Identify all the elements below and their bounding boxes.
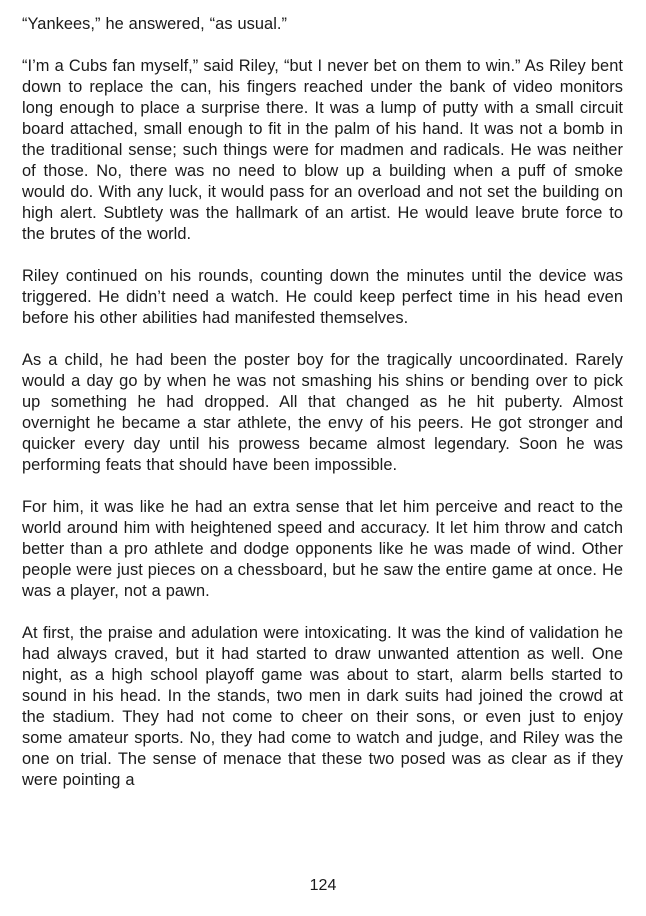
paragraph: At first, the praise and adulation were intoxicating. It was the kind of validation he had always craved, but it had started to draw unwanted attention as well. One night, as a high school playoff game was about to start, alarm bells started to sound in his head. In the stands, two men in dark suits had joined the crowd at the stadium. They had not come to cheer on their sons, or even just to enjoy some amateur sports. No, they had come to watch and judge, and Riley was the one on trial. The sense of menace that these two posed was as clear as if they were pointing a xyxy=(22,624,623,789)
paragraph: For him, it was like he had an extra sense that let him perceive and react to the world around him with heightened speed and accuracy. It let him throw and catch better than a pro athlete and dodge opponents like he was made of wind. Other people were just pieces on a chessboard, but he saw the entire game at once. He was a player, not a pawn. xyxy=(22,498,623,600)
page-body-text xyxy=(22,14,623,812)
page-number: 124 xyxy=(309,877,337,894)
paragraph: “I’m a Cubs fan myself,” said Riley, “but I never bet on them to win.” As Riley bent down to replace the can, his fingers reached under the bank of video monitors long enough to place a surprise there. It was a lump of putty with a small circuit board attached, small enough to fit in the palm of his hand. It was not a bomb in the traditional sense; such things were for madmen and radicals. He was neither of those. No, there was no need to blow up a building when a puff of smoke would do. With any luck, it would pass for an overload and not set the building on high alert. Subtlety was the hallmark of an artist. He would leave brute force to the brutes of the world. xyxy=(22,57,623,243)
paragraph: “Yankees,” he answered, “as usual.” xyxy=(22,15,288,33)
paragraph: Riley continued on his rounds, counting down the minutes until the device was triggered. He didn’t need a watch. He could keep perfect time in his head even before his other abilities had manifested themselves. xyxy=(22,267,623,327)
paragraph: As a child, he had been the poster boy for the tragically uncoordinated. Rarely would a day go by when he was not smashing his shins or bending over to pick up something he had dropped. All that changed as he hit puberty. Almost overnight he became a star athlete, the envy of his peers. He got stronger and quicker every day until his prowess became almost legendary. Soon he was performing feats that should have been impossible. xyxy=(22,351,623,474)
